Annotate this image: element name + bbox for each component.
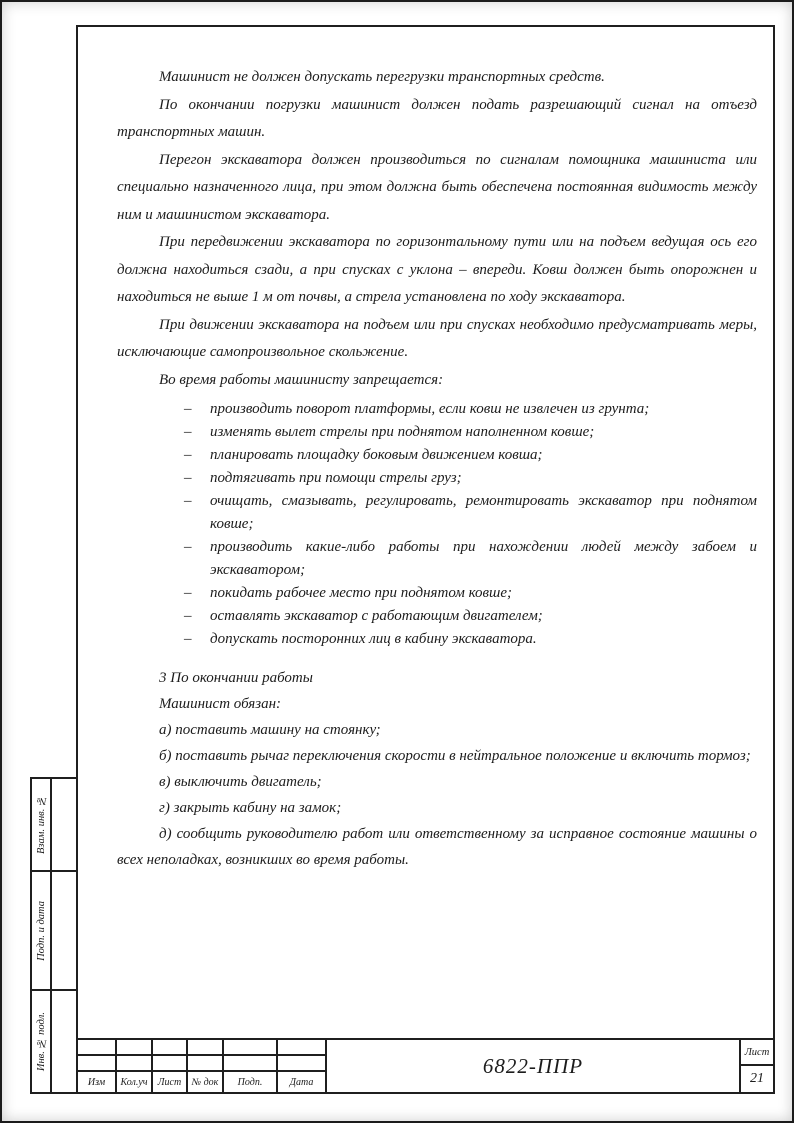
- column-header-dok: № док: [188, 1072, 222, 1092]
- stamp-label: Взам. инв. №: [32, 779, 52, 870]
- sheet-number: 21: [750, 1071, 764, 1086]
- dash-bullet: –: [184, 401, 192, 417]
- revision-cell: [117, 1040, 151, 1054]
- closing-section: [117, 665, 757, 873]
- revision-cell: [78, 1056, 115, 1070]
- revision-cell: [224, 1040, 276, 1054]
- lettered-item: в) выключить двигатель;: [159, 774, 322, 790]
- column-header-koluch: Кол.уч: [117, 1072, 151, 1092]
- list-item: – изменять вылет стрелы при поднятом наполненном ковше;: [117, 421, 757, 444]
- lettered-item: б) поставить рычаг переключения скорости в нейтральное положение и включить тормоз;: [159, 748, 751, 764]
- section-title: 3 По окончании работы: [159, 670, 313, 686]
- list-item: – производить поворот платформы, если ковш не извлечен из грунта;: [117, 398, 757, 421]
- list-item: – планировать площадку боковым движением ковша;: [117, 444, 757, 467]
- lettered-item: а) поставить машину на стоянку;: [159, 722, 381, 738]
- revision-cell: [153, 1056, 186, 1070]
- paragraph: При движении экскаватора на подъем или при спусках необходимо предусматривать меры, исключающие самопроизвольное скольжение.: [117, 316, 757, 360]
- stamp-empty-cell: [52, 991, 76, 1092]
- column-header-list: Лист: [153, 1072, 186, 1092]
- dash-bullet: –: [184, 631, 192, 647]
- revision-cell: [224, 1056, 276, 1070]
- dash-bullet: –: [184, 493, 192, 509]
- section-intro: Машинист обязан:: [159, 696, 282, 712]
- stamp-empty-cell: [52, 872, 76, 989]
- sheet-label: Лист: [741, 1040, 773, 1066]
- document-number: 6822-ППР: [325, 1038, 741, 1094]
- paragraph: При передвижении экскаватора по горизонтальному пути или на подъем ведущая ось его должна находиться сзади, а при спусках с уклона – впереди. Ковш должен быть опорожнен и находиться не выше 1 м от почвы, а стрела установлена по ходу экскаватора.: [117, 234, 757, 305]
- dash-bullet: –: [184, 539, 192, 555]
- paragraph: По окончании погрузки машинист должен подать разрешающий сигнал на отъезд транспортных машин.: [117, 96, 757, 140]
- stamp-empty-cell: [52, 779, 76, 870]
- paragraph: Машинист не должен допускать перегрузки транспортных средств.: [159, 69, 605, 85]
- column-header-data: Дата: [278, 1072, 325, 1092]
- list-item: – покидать рабочее место при поднятом ковше;: [117, 582, 757, 605]
- title-block-revision-grid: [76, 1038, 327, 1094]
- list-item: – производить какие-либо работы при нахождении людей между забоем и экскаватором;: [117, 536, 757, 582]
- stamp-label: Инв. № подл.: [32, 991, 52, 1092]
- document-text: [117, 64, 757, 873]
- dash-bullet: –: [184, 470, 192, 486]
- revision-cell: [153, 1040, 186, 1054]
- dash-bullet: –: [184, 585, 192, 601]
- list-item: – подтягивать при помощи стрелы груз;: [117, 467, 757, 490]
- dash-bullet: –: [184, 608, 192, 624]
- column-header-izm: Изм: [78, 1072, 115, 1092]
- stamp-box-podp-data: [30, 870, 78, 991]
- lettered-item: г) закрыть кабину на замок;: [159, 800, 342, 816]
- lettered-item: д) сообщить руководителю работ или ответственному за исправное состояние машины о всех неполадках, возникших во время работы.: [117, 826, 757, 868]
- revision-cell: [78, 1040, 115, 1054]
- paragraph: Перегон экскаватора должен производиться по сигналам помощника машиниста или специально назначенного лица, при этом должна быть обеспечена постоянная видимость между ним и машинистом экскаватора.: [117, 151, 757, 223]
- stamp-box-inv-podl: [30, 989, 78, 1094]
- revision-cell: [117, 1056, 151, 1070]
- revision-cell: [278, 1040, 325, 1054]
- revision-cell: [188, 1056, 222, 1070]
- column-header-podp: Подп.: [224, 1072, 276, 1092]
- stamp-label: Подп. и дата: [32, 872, 52, 989]
- stamp-box-vzam-inv: [30, 777, 78, 872]
- revision-cell: [188, 1040, 222, 1054]
- list-item: – очищать, смазывать, регулировать, ремонтировать экскаватор при поднятом ковше;: [117, 490, 757, 536]
- list-item: – допускать посторонних лиц в кабину экскаватора.: [117, 628, 757, 651]
- list-intro: Во время работы машинисту запрещается:: [159, 371, 444, 388]
- prohibited-actions-list: [117, 398, 757, 651]
- revision-cell: [278, 1056, 325, 1070]
- dash-bullet: –: [184, 424, 192, 440]
- dash-bullet: –: [184, 447, 192, 463]
- list-item: – оставлять экскаватор с работающим двигателем;: [117, 605, 757, 628]
- sheet-number-column: [739, 1038, 775, 1094]
